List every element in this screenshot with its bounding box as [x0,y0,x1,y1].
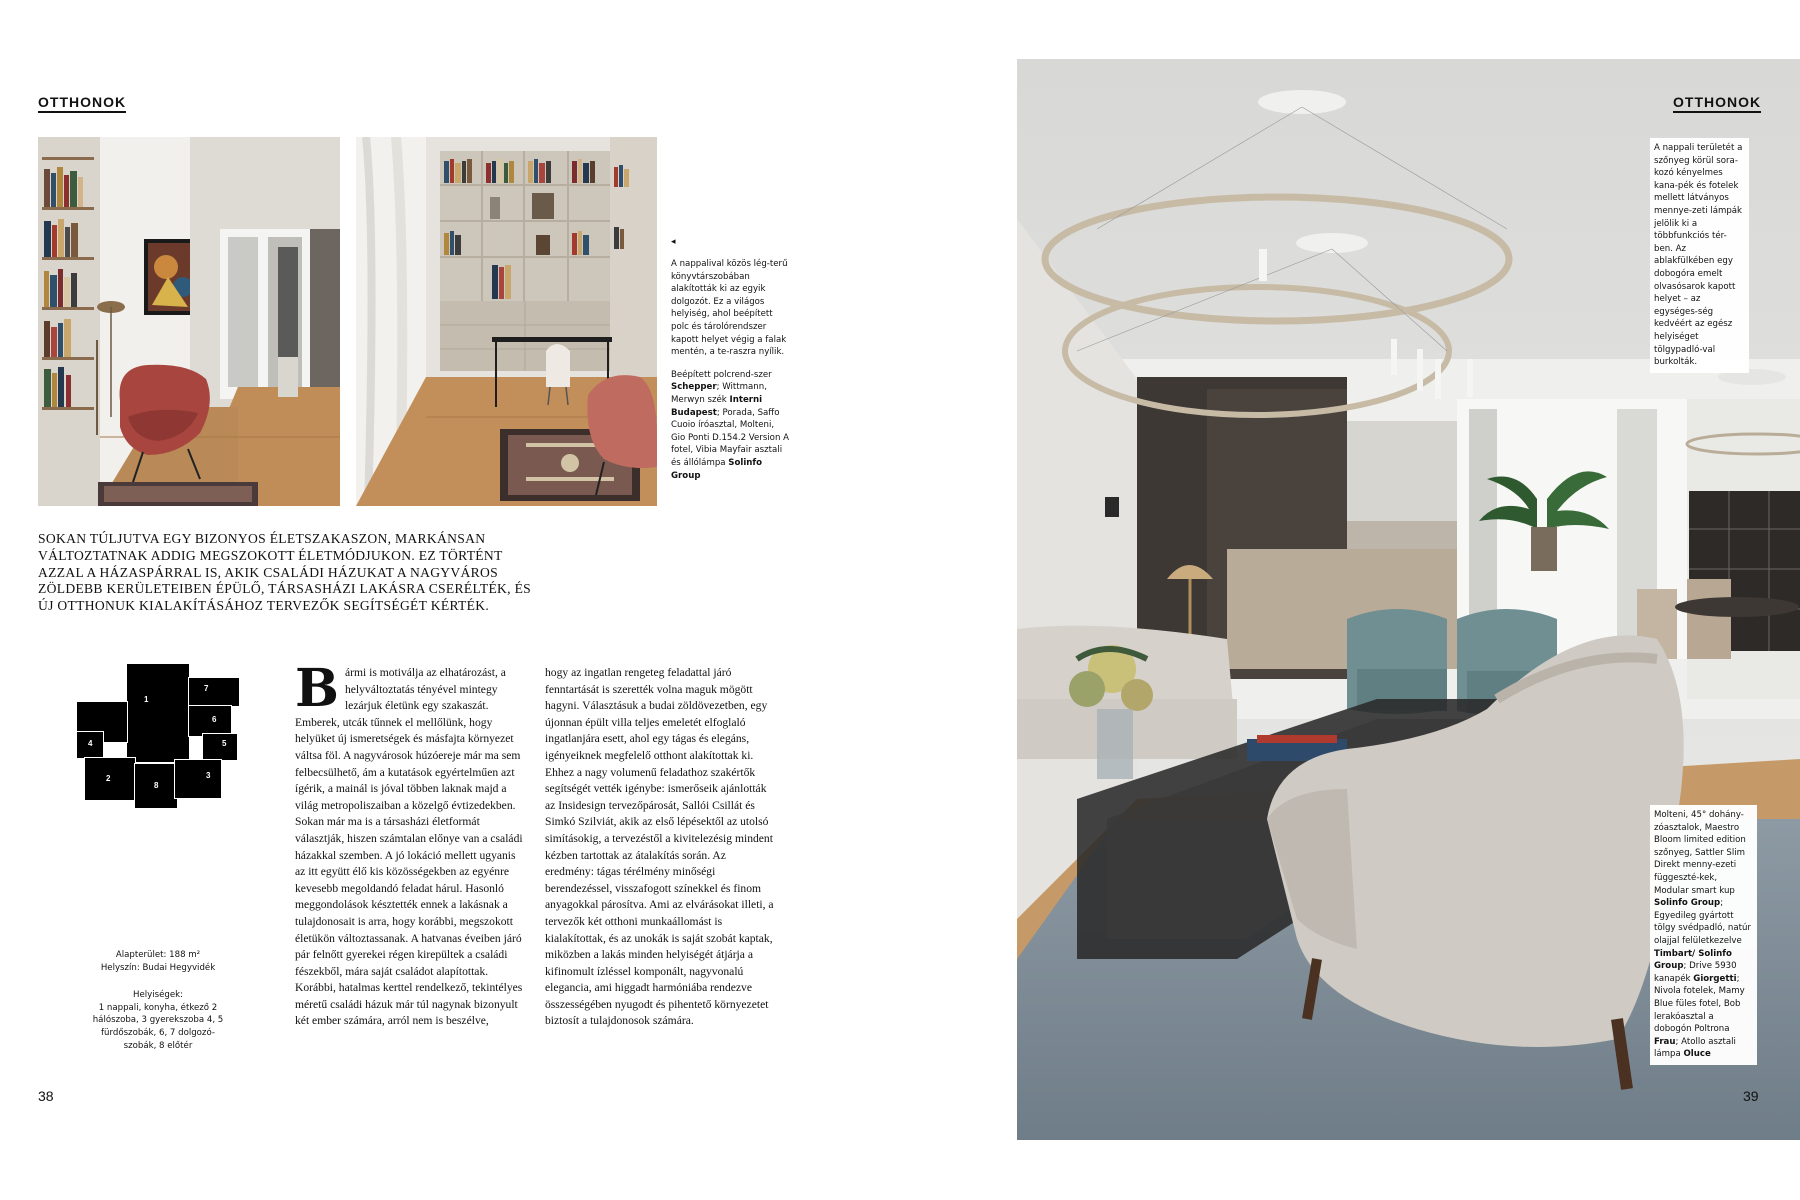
floor-plan-label: 8 [154,781,159,790]
floor-plan-label: 2 [106,774,111,783]
section-label-right: OTTHONOK [1673,94,1761,113]
article-lead: SOKAN TÚLJUTVA EGY BIZONYOS ÉLETSZAKASZON, MARKÁNSAN VÁLTOZTATNAK ADDIG MEGSZOKOTT ÉLETMÓDJUKON. EZ TÖRTÉNT AZZAL A HÁZASPÁRRAL IS, AKIK CSALÁDI HÁZUKAT A NAGYVÁROS ZÖLDEBB KERÜLETEIBEN ÉPÜLŐ, TÁRSASHÁZI LAKÁSRA CSERÉLTÉK, ÉS ÚJ OTTHONUK KIALAKÍTÁSÁHOZ TERVEZŐK SEGÍTSÉGÉT KÉRTÉK. [38,531,532,614]
floor-plan-room [174,759,222,799]
photo-study-library [356,137,657,506]
floor-plan-label: 5 [222,739,227,748]
photo-caption-top-right: A nappali területét a szőnyeg körül sora-kozó kényelmes kana-pék és fotelek mellett látványos mennye-zeti lámpák jelölik ki a többfunkciós tér-ben. Az ablakfülkében egy dobogóra emelt olvasósarok kapott helyet – az egységes-ség kedvéért az egész helyiséget tölgypadló-val burkolták. [1650,138,1749,373]
floor-plan-label: 3 [206,771,211,780]
property-location: Helyszín: Budai Hegyvidék [100,962,216,973]
caption-arrow-icon: ◂ [671,236,676,246]
floor-plan-label: 7 [204,684,209,693]
page-number-right: 39 [1743,1088,1759,1104]
page-number-left: 38 [38,1088,54,1104]
article-body-text-2: hogy az ingatlan rengeteg feladattal járó fenntartását is szerették volna maguk mögött hagyni. Választásuk a budai zöldövezetben, egy újonnan épült villa teljes emeletét elfoglaló ingatlanjára esett, ahol egy tágas és elegáns, igényeiknek megfelelő otthont alakítottak ki. Ehhez a nagy volumenű feladathoz szakértők segítségét vették igénybe: ismerőseik ajánlották az Insidesign tervezőpárosát, Sallói Csillát és Simkó Szilviát, akik az első lépésektől az utolsó simításokig, a tervezéstől a kivitelezésig mindent kézben tartottak az átalakítás során. Az eredmény: tágas térélmény minőségi berendezéssel, visszafogott színekkel és finom anyagokkal párosítva. Ami az elvárásokat illeti, a tervezők két otthoni munkaállomást is kialakítottak, és az unokák is saját szobát kaptak, miközben a lakás minden helyiségét átjárja a kifinomult ízléssel komponált, nagyvonalú elegancia, ami higgadt harmóniába rendezve összességében nyugodt és pihentető környezetet biztosít a tulajdonosok számára. [545,666,774,1028]
floor-plan-label: 4 [88,739,93,748]
caption-description: A nappalival közös lég-terű könyvtárszobában alakították ki az egyik dolgozót. Ez a világos helyiség, ahol beépített polc és tárolórendszer kapott helyet végig a falak mentén, a te-raszra nyílik. [671,259,788,358]
floor-plan-room [188,677,240,707]
rooms-title: Helyiségek: [133,990,183,1001]
property-facts [58,949,258,1052]
article-body-column-1 [295,658,525,1030]
property-area: Alapterület: 188 m² [115,950,201,960]
floor-plan-label: 1 [144,695,149,704]
article-body-text-1: ármi is motiválja az elhatározást, a helyváltoztatás tényével mintegy lezárjuk életünk egy szakaszát. Emberek, utcák tűnnek el mellőlünk, hogy helyüket új ismeretségek és másfajta környezet váltsa föl. A nagyvárosok húzóereje már ma sem felbecsülhető, ám a kutatások egyértelműen azt ígérik, a mainál is jóval többen laknak majd a világ metropoliszaiban a közelgő évtizedekben. Sokan már ma is a társasházi életformát választják, hiszen számtalan előnye van a családi házakkal szemben. A jó lokáció mellett ugyanis az itt együtt élő kis közösségekben az egyénre kevesebb megoldandó feladat hárul. Hasonló meggondolások késztették ennek a lakásnak a tulajdonosait is arra, hogy korábbi, megszokott életükön változtassanak. A hatvanas éveiben járó pár felnőtt gyerekei régen kirepültek a családi fészekből, mára saját családot alapítottak. Korábbi, hatalmas kerttel rendelkező, tekintélyes méretű családi házuk már túl nagynak bizonyult két ember számára, arról nem is beszélve, [295,666,523,1028]
floor-plan-room [126,663,190,763]
floor-plan [74,663,240,809]
section-label-left: OTTHONOK [38,94,126,113]
photo-caption-bottom-right: Molteni, 45° dohány-zóasztalok, Maestro Bloom limited edition szőnyeg, Sattler Slim Direkt menny-ezeti függeszté-kek, Modular smart kup Solinfo Group; Egyedileg gyártott tölgy svédpadló, natúr olajjal felületkezelve Timbart/ Solinfo Group; Drive 5930 kanapék Giorgetti; Nivola fotelek, Mamy Blue füles fotel, Bob lerakóasztal a dobogón Poltrona Frau; Atollo asztali lámpa Oluce [1650,805,1757,1065]
article-body-column-2 [545,665,775,1030]
caption-credits: Beépített polcrend-szer Schepper; Wittmann, Merwyn szék Interni Budapest; Porada, Saffo Cuoio íróasztal, Molteni, Gio Ponti D.154.2 Version A fotel, Vibia Mayfair asztali és állólámpa Solinfo Group [671,369,789,481]
photo-caption-left [671,258,789,482]
floor-plan-room [202,733,238,761]
rooms-list: 1 nappali, konyha, étkező 2 hálószoba, 3 gyerekszoba 4, 5 fürdőszobák, 6, 7 dolgozó-szobák, 8 előtér [92,1002,224,1051]
drop-cap: B [295,658,339,719]
photo-living-room-red-chair [38,137,340,506]
floor-plan-label: 6 [212,715,217,724]
